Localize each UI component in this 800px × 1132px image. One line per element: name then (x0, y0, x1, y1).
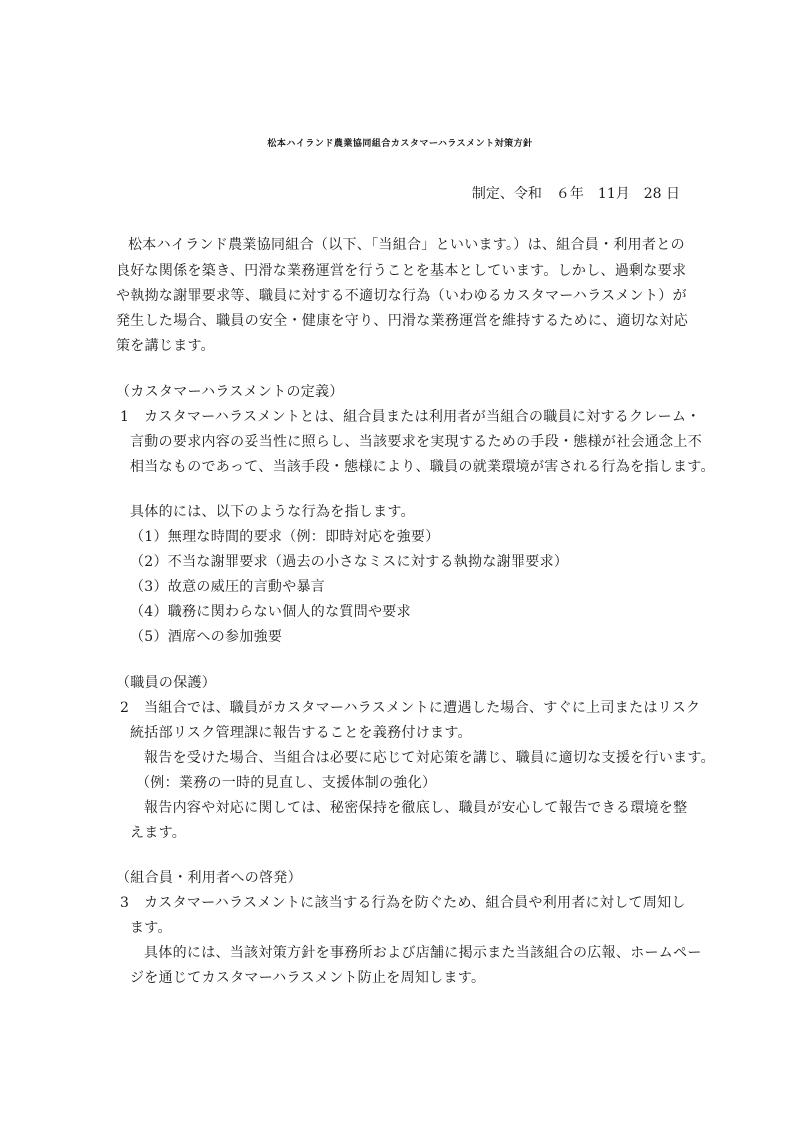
example-item: （5）酒席への参加強要 (130, 629, 283, 645)
section-line: 具体的には、当該対策方針を事務所および店舗に掲示また当該組合の広報、ホームペー (144, 945, 702, 961)
example-item: （1）無理な時間的要求（例：即時対応を強要） (130, 529, 440, 545)
section-line: （例：業務の一時的見直し、支援体制の強化） (136, 775, 437, 791)
intro-line: 策を講じます。 (116, 338, 215, 354)
section-line: 報告内容や対応に関しては、秘密保持を徹底し、職員が安心して報告できる環境を整 (144, 800, 688, 816)
section-number: 3 (120, 895, 130, 911)
section-number: 1 (120, 409, 130, 425)
section-heading: （職員の保護） (116, 675, 217, 691)
section-line: カスタマーハラスメントとは、組合員または利用者が当組合の職員に対するクレーム・ (144, 409, 701, 425)
section-line: 相当なものであって、当該手段・態様により、職員の就業環境が害される行為を指します。 (130, 459, 715, 475)
examples-intro: 具体的には、以下のような行為を指します。 (130, 504, 415, 520)
section-line: 統括部リスク管理課に報告することを義務付けます。 (130, 725, 472, 741)
section-heading: （カスタマーハラスメントの定義） (116, 384, 344, 400)
section-line: ジを通じてカスタマーハラスメント防止を周知します。 (130, 970, 486, 986)
section-line: カスタマーハラスメントに該当する行為を防ぐため、組合員や利用者に対して周知し (144, 895, 686, 911)
enactment-date: 制定、令和 ６年 11月 28 日 (471, 186, 680, 202)
section-number: 2 (120, 700, 130, 716)
section-line: 報告を受けた場合、当組合は必要に応じて対応策を講じ、職員に適切な支援を行います。 (144, 750, 715, 766)
example-item: （2）不当な謝罪要求（過去の小さなミスに対する執拗な謝罪要求） (130, 554, 569, 570)
intro-line: や執拗な謝罪要求等、職員に対する不適切な行為（いわゆるカスタマーハラスメント）が (116, 288, 687, 304)
section-line: 当組合では、職員がカスタマーハラスメントに遭遇した場合、すぐに上司またはリスク (144, 700, 701, 716)
section-heading: （組合員・利用者への啓発） (116, 870, 302, 886)
intro-line: 良好な関係を築き、円滑な業務運営を行うことを基本としています。しかし、過剰な要求 (116, 263, 687, 279)
section-line: ます。 (130, 920, 172, 936)
section-line: 言動の要求内容の妥当性に照らし、当該要求を実現するための手段・態様が社会通念上不 (130, 434, 702, 450)
example-item: （3）故意の威圧的言動や暴言 (130, 579, 326, 595)
intro-line: 松本ハイランド農業協同組合（以下、「当組合」といいます。）は、組合員・利用者との (128, 237, 685, 253)
section-line: えます。 (130, 825, 187, 841)
document-title: 松本ハイランド農業協同組合カスタマーハラスメント対策方針 (267, 139, 533, 149)
intro-line: 発生した場合、職員の安全・健康を守り、円滑な業務運営を維持するために、適切な対応 (116, 313, 688, 329)
example-item: （4）職務に関わらない個人的な質問や要求 (130, 604, 411, 620)
